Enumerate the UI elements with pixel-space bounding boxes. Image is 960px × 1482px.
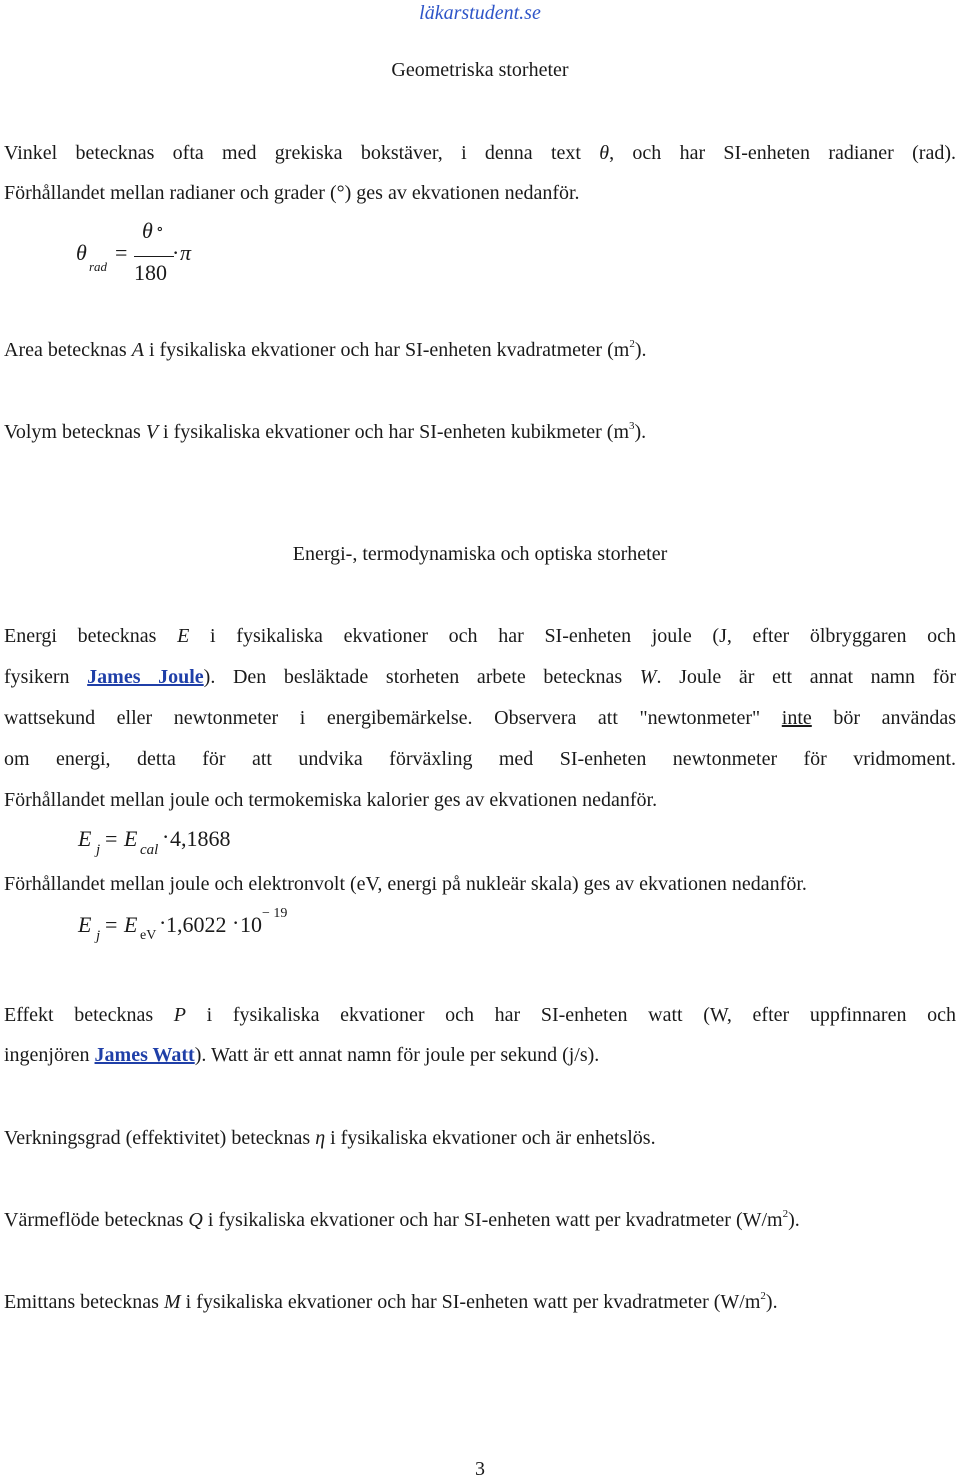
fraction-bar (134, 256, 174, 257)
electronvolt-paragraph: Förhållandet mellan joule och elektronvolt (eV, energi på nukleär skala) ges av ekvationen nedanför. (4, 873, 807, 895)
equation-angle: θ rad = θ ∘ 180 · π (76, 218, 192, 285)
section-title-energy: Energi-, termodynamiska och optiska storheter (292, 543, 668, 565)
james-watt-link[interactable]: James Watt (94, 1044, 195, 1066)
emittance-paragraph: Emittans betecknas M i fysikaliska ekvationer och har SI-enheten watt per kvadratmeter $(W/m^2)$. (4, 1290, 778, 1313)
james-joule-link[interactable]: James Joule (87, 666, 204, 688)
power-paragraph-line1: Effekt betecknas P i fysikaliska ekvationer och har SI-enheten watt (W, efter uppfinnaren och (4, 1004, 956, 1026)
theta-symbol: θ (599, 142, 610, 164)
equation-calorie: E j = E cal · 4,1868 (78, 824, 231, 858)
energy-paragraph-line3: wattsekund eller newtonmeter i energibemärkelse. Observera att "newtonmeter" inte bör användas (4, 707, 957, 729)
energy-paragraph-line5: Förhållandet mellan joule och termokemiska kalorier ges av ekvationen nedanför. (4, 789, 658, 811)
energy-paragraph-line1: Energi betecknas E i fysikaliska ekvationer och har SI-enheten joule (J, efter ölbryggaren och (4, 625, 957, 647)
site-header[interactable]: läkarstudent.se (419, 2, 541, 24)
area-paragraph: Area betecknas A i fysikaliska ekvationer och har SI-enheten kvadratmeter $(m^2)$. (4, 338, 647, 361)
energy-paragraph-line4: om energi, detta för att undvika förväxling med SI-enheten newtonmeter för vridmoment. (4, 748, 956, 770)
equation-electronvolt: E j = E eV · 1,6022 · 10 − 19 (78, 906, 288, 944)
energy-paragraph-line2: fysikern James Joule). Den besläktade storheten arbete betecknas W. Joule är ett annat namn för (4, 666, 957, 688)
efficiency-paragraph: Verkningsgrad (effektivitet) betecknas η i fysikaliska ekvationer och är enhetslös. (4, 1127, 656, 1149)
section-title-geometric: Geometriska storheter (391, 59, 569, 81)
angle-paragraph-line1: Vinkel betecknas ofta med grekiska bokstäver, i denna text θ, och har SI-enheten radianer (rad). (4, 142, 956, 164)
page-number: 3 (475, 1458, 485, 1480)
inte-emphasis: inte (781, 707, 812, 729)
volume-paragraph: Volym betecknas V i fysikaliska ekvationer och har SI-enheten kubikmeter $(m^3)$. (4, 420, 647, 443)
heatflow-paragraph: Värmeflöde betecknas Q i fysikaliska ekvationer och har SI-enheten watt per kvadratmeter $(W/m^2)$. (4, 1208, 800, 1231)
power-paragraph-line2: ingenjören James Watt). Watt är ett annat namn för joule per sekund (j/s). (4, 1044, 600, 1066)
angle-paragraph-line2: Förhållandet mellan radianer och grader (°) ges av ekvationen nedanför. (4, 182, 580, 204)
